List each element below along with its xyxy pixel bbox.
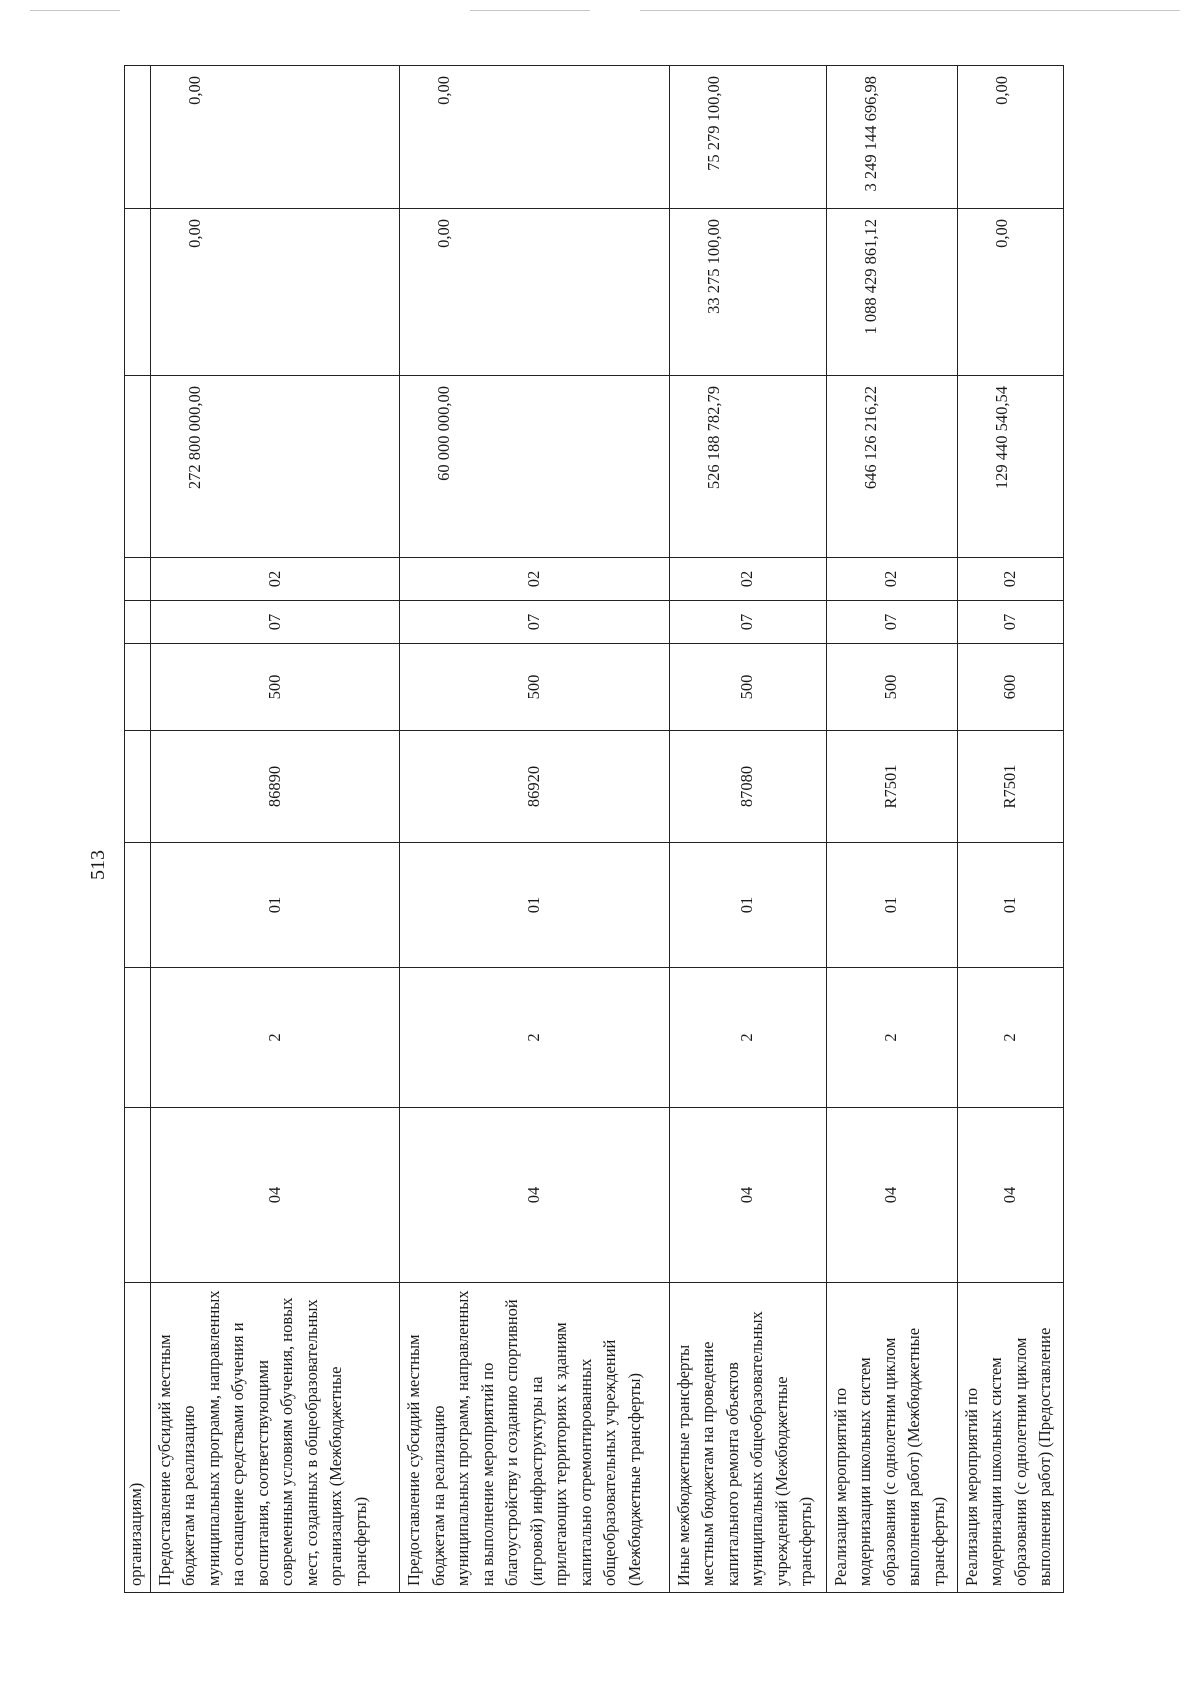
code-cell: 04 bbox=[400, 1108, 670, 1283]
table-cell bbox=[125, 968, 151, 1108]
code-cell: 500 bbox=[150, 644, 399, 731]
code-cell: 500 bbox=[669, 644, 826, 731]
code-cell: 2 bbox=[957, 968, 1063, 1108]
code-cell: 2 bbox=[826, 968, 957, 1108]
amount-cell: 1 088 429 861,12 bbox=[826, 209, 957, 376]
code-cell: 07 bbox=[826, 601, 957, 644]
description-cell: Предоставление субсидий местным бюджетам на реализацию муниципальных программ, направленных на выполнение мероприятий по благоустройству и созданию спортивной (игровой) инфраструктуры на прилегающих территориях к зданиям капитально отремонтированных общеобразовательных учреждений (Межбюджетные трансферты) bbox=[400, 1283, 670, 1593]
code-cell: 500 bbox=[400, 644, 670, 731]
code-cell: 2 bbox=[150, 968, 399, 1108]
table-cell bbox=[125, 1108, 151, 1283]
table-cell bbox=[125, 644, 151, 731]
code-cell: 600 bbox=[957, 644, 1063, 731]
table-row bbox=[125, 66, 151, 1593]
scan-edge-mark bbox=[640, 10, 1180, 11]
scan-edge-mark bbox=[30, 10, 120, 11]
table-cell bbox=[125, 843, 151, 968]
code-cell: 07 bbox=[669, 601, 826, 644]
description-cell: Предоставление субсидий местным бюджетам на реализацию муниципальных программ, направленных на оснащение средствами обучения и воспитания, соответствующими современным условиям обучения, новых мест, созданных в общеобразовательных организациях (Межбюджетные трансферты) bbox=[150, 1283, 399, 1593]
code-cell: 87080 bbox=[669, 731, 826, 843]
code-cell: 04 bbox=[150, 1108, 399, 1283]
code-cell: 04 bbox=[669, 1108, 826, 1283]
table-row bbox=[150, 66, 399, 1593]
code-cell: R7501 bbox=[826, 731, 957, 843]
amount-cell: 0,00 bbox=[400, 209, 670, 376]
code-cell: 07 bbox=[957, 601, 1063, 644]
rotated-table-container bbox=[124, 66, 1064, 1593]
amount-cell: 646 126 216,22 bbox=[826, 376, 957, 558]
code-cell: 04 bbox=[826, 1108, 957, 1283]
code-cell: 500 bbox=[826, 644, 957, 731]
code-cell: 01 bbox=[826, 843, 957, 968]
code-cell: 02 bbox=[400, 558, 670, 601]
amount-cell: 272 800 000,00 bbox=[150, 376, 399, 558]
code-cell: 01 bbox=[400, 843, 670, 968]
amount-cell: 129 440 540,54 bbox=[957, 376, 1063, 558]
table-cell bbox=[125, 558, 151, 601]
table-cell bbox=[125, 601, 151, 644]
amount-cell: 60 000 000,00 bbox=[400, 376, 670, 558]
code-cell: 2 bbox=[669, 968, 826, 1108]
amount-cell: 75 279 100,00 bbox=[669, 66, 826, 209]
table-cell bbox=[125, 209, 151, 376]
code-cell: 07 bbox=[400, 601, 670, 644]
amount-cell: 0,00 bbox=[400, 66, 670, 209]
amount-cell: 0,00 bbox=[150, 66, 399, 209]
amount-cell: 0,00 bbox=[957, 209, 1063, 376]
code-cell: 02 bbox=[150, 558, 399, 601]
code-cell: 86920 bbox=[400, 731, 670, 843]
scan-edge-mark bbox=[470, 10, 590, 11]
code-cell: 04 bbox=[957, 1108, 1063, 1283]
code-cell: R7501 bbox=[957, 731, 1063, 843]
table-cell bbox=[125, 731, 151, 843]
code-cell: 01 bbox=[150, 843, 399, 968]
table-row bbox=[669, 66, 826, 1593]
code-cell: 01 bbox=[957, 843, 1063, 968]
amount-cell: 526 188 782,79 bbox=[669, 376, 826, 558]
description-cell: Иные межбюджетные трансферты местным бюджетам на проведение капитального ремонта объектов муниципальных общеобразовательных учреждений (Межбюджетные трансферты) bbox=[669, 1283, 826, 1593]
table-row bbox=[826, 66, 957, 1593]
code-cell: 07 bbox=[150, 601, 399, 644]
table-cell bbox=[125, 376, 151, 558]
table-row bbox=[957, 66, 1063, 1593]
amount-cell: 0,00 bbox=[150, 209, 399, 376]
code-cell: 02 bbox=[826, 558, 957, 601]
amount-cell: 3 249 144 696,98 bbox=[826, 66, 957, 209]
description-cell: организациям) bbox=[125, 1283, 151, 1593]
description-cell: Реализация мероприятий по модернизации школьных систем образования (с однолетним циклом выполнения работ) (Предоставление bbox=[957, 1283, 1063, 1593]
table-cell bbox=[125, 66, 151, 209]
code-cell: 2 bbox=[400, 968, 670, 1108]
code-cell: 02 bbox=[669, 558, 826, 601]
code-cell: 86890 bbox=[150, 731, 399, 843]
description-cell: Реализация мероприятий по модернизации школьных систем образования (с однолетним циклом выполнения работ) (Межбюджетные трансферты) bbox=[826, 1283, 957, 1593]
amount-cell: 33 275 100,00 bbox=[669, 209, 826, 376]
code-cell: 01 bbox=[669, 843, 826, 968]
amount-cell: 0,00 bbox=[957, 66, 1063, 209]
page-number: 513 bbox=[87, 850, 109, 880]
budget-table bbox=[124, 65, 1064, 1593]
code-cell: 02 bbox=[957, 558, 1063, 601]
table-row bbox=[400, 66, 670, 1593]
